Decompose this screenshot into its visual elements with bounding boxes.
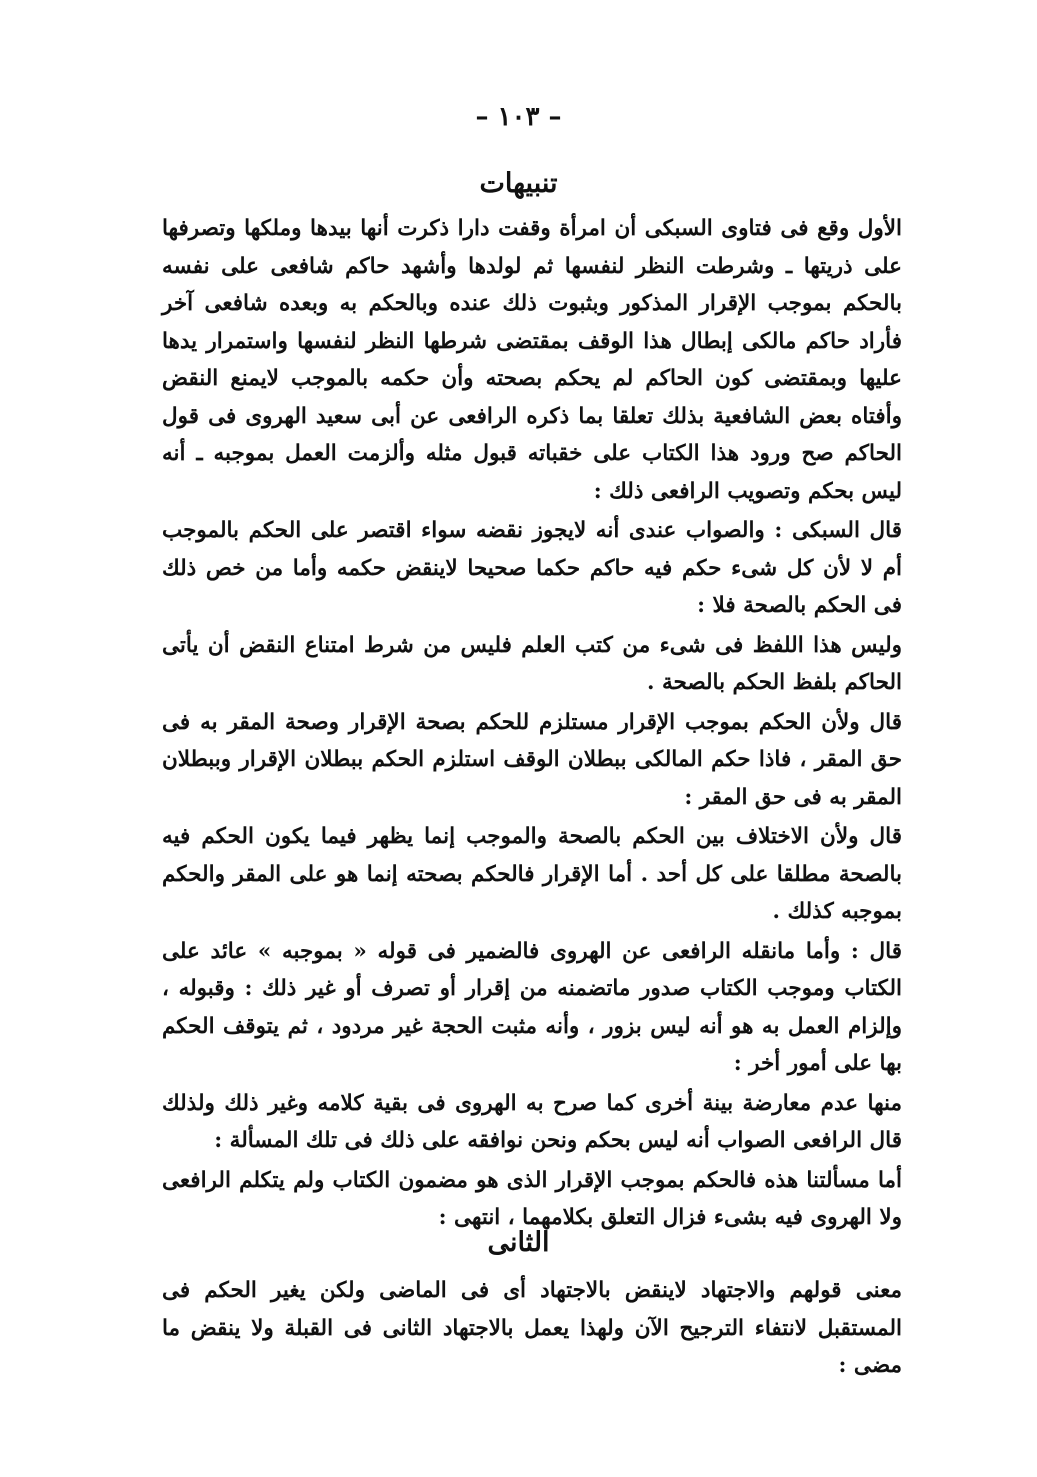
- paragraph: الأول وقع فى فتاوى السبكى أن امرأة وقفت دارا ذكرت أنها بيدها وملكها وتصرفها على ذريتها ـ وشرطت النظر لنفسها ثم لولدها وأشهد حاكم شافعى على نفسه بالحكم بموجب الإقرار المذكور وبثبوت ذلك عنده وبالحكم به وبعده شافعى آخر فأراد حاكم مالكى إبطال هذا الوقف بمقتضى شرطها النظر لنفسها واستمرار يدها عليها وبمقتضى كون الحاكم لم يحكم بصحته وأن حكمه بالموجب لايمنع النقض وأفتاه بعض الشافعية بذلك تعلقا بما ذكره الرافعى عن أبى سعيد الهروى فى قول الحاكم صح ورود هذا الكتاب على خقباته قبول مثله وألزمت العمل بموجبه ـ أنه ليس بحكم وتصويب الرافعى ذلك :: [162, 216, 902, 504]
- paragraph: قال ولأن الحكم بموجب الإقرار مستلزم للحكم بصحة الإقرار وصحة المقر به فى حق المقر ، فاذا حكم المالكى ببطلان الوقف استلزم الحكم ببطلان الإقرار وببطلان المقر به فى حق المقر :: [162, 709, 902, 810]
- paragraph: قال ولأن الاختلاف بين الحكم بالصحة والموجب إنما يظهر فيما يكون الحكم فيه بالصحة مطلقا على كل أحد . أما الإقرار فالحكم بصحته إنما هو على المقر والحكم بموجبه كذلك .: [162, 824, 902, 924]
- paragraph: منها عدم معارضة بينة أخرى كما صرح به الهروى فى بقية كلامه وغير ذلك ولذلك قال الرافعى الصواب أنه ليس بحكم ونحن نوافقه على ذلك فى تلك المسألة :: [162, 1090, 902, 1153]
- page-number: – ١٠٣ –: [475, 102, 562, 132]
- section-body-tanbihat: [162, 210, 902, 1239]
- section-heading-tanbihat: تنبيهات: [479, 168, 558, 199]
- paragraph: معنى قولهم والاجتهاد لاينقض بالاجتهاد أى فى الماضى ولكن يغير الحكم فى المستقبل لانتفاء الترجيح الآن ولهذا يعمل بالاجتهاد الثانى فى القبلة ولا ينقض ما مضى :: [162, 1278, 902, 1378]
- section-body-second: [162, 1272, 902, 1387]
- paragraph: أما مسألتنا هذه فالحكم بموجب الإقرار الذى هو مضمون الكتاب ولم يتكلم الرافعى ولا الهروى فيه بشىء فزال التعلق بكلامهما ، انتهى :: [162, 1167, 902, 1230]
- paragraph: وليس هذا اللفظ فى شىء من كتب العلم فليس من شرط امتناع النقض أن يأتى الحاكم بلفظ الحكم بالصحة .: [162, 632, 902, 695]
- section-heading-second: الثانى: [487, 1227, 550, 1258]
- paragraph: قال السبكى : والصواب عندى أنه لايجوز نقضه سواء اقتصر على الحكم بالموجب أم لا لأن كل شىء حكم فيه حاكم حكما صحيحا لاينقض حكمه وأما من خص ذلك فى الحكم بالصحة فلا :: [162, 518, 902, 618]
- paragraph: قال : وأما مانقله الرافعى عن الهروى فالضمير فى قوله « بموجبه » عائد على الكتاب وموجب الكتاب صدور ماتضمنه من إقرار أو تصرف أو غير ذلك : وقبوله ، وإلزام العمل به هو أنه ليس بزور ، وأنه مثبت الحجة غير مردود ، ثم يتوقف الحكم بها على أمور أخر :: [162, 938, 902, 1076]
